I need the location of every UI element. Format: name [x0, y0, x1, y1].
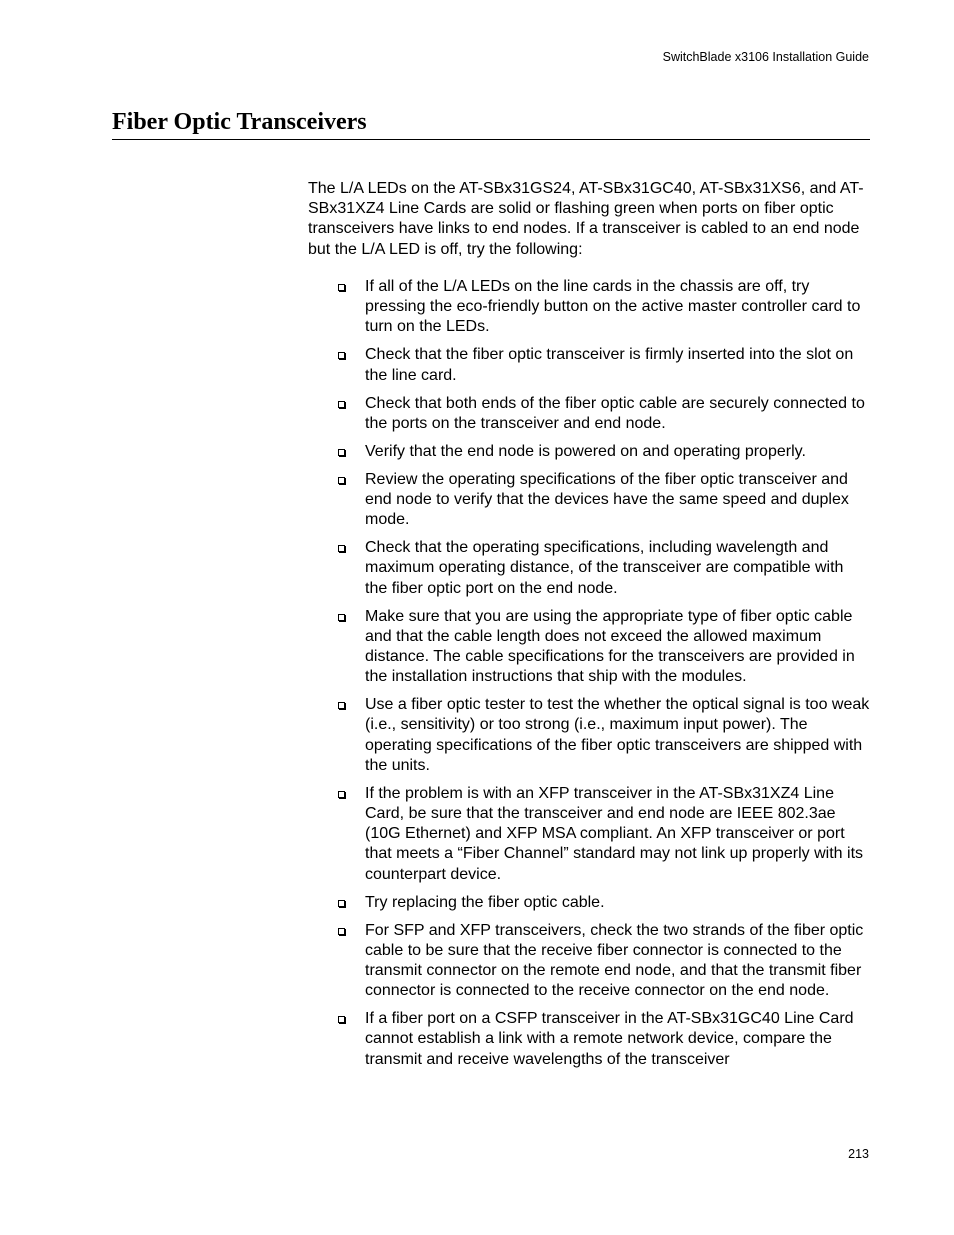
list-item — [308, 695, 870, 776]
list-item-text: Try replacing the fiber optic cable. — [365, 893, 605, 911]
troubleshooting-list — [308, 277, 870, 1078]
checkbox-bullet-icon — [338, 477, 345, 484]
checkbox-bullet-icon — [338, 1016, 345, 1023]
list-item — [308, 893, 870, 913]
list-item-text: For SFP and XFP transceivers, check the two strands of the fiber optic cable to be sure that the receive fiber connector is connected to the transmit connector on the remote end node, and that the transmit fiber connector is connected to the receive connector on the end node. — [365, 921, 864, 1000]
checkbox-bullet-icon — [338, 352, 345, 359]
checkbox-bullet-icon — [338, 545, 345, 552]
list-item — [308, 442, 870, 462]
list-item — [308, 277, 870, 338]
checkbox-bullet-icon — [338, 614, 345, 621]
list-item-text: Use a fiber optic tester to test the whether the optical signal is too weak (i.e., sensitivity) or too strong (i.e., maximum input power). The operating specifications of the fiber optic transceivers are shipped with the units. — [365, 696, 870, 774]
checkbox-bullet-icon — [338, 928, 345, 935]
checkbox-bullet-icon — [338, 401, 345, 408]
checkbox-bullet-icon — [338, 284, 345, 291]
list-item-text: Check that the fiber optic transceiver is firmly inserted into the slot on the line card. — [365, 346, 854, 384]
list-item — [308, 470, 870, 531]
list-item-text: Make sure that you are using the appropriate type of fiber optic cable and that the cable length does not exceed the allowed maximum distance. The cable specifications for the transceivers are provided in the installation instructions that ship with the modules. — [365, 607, 855, 686]
list-item-text: If all of the L/A LEDs on the line cards in the chassis are off, try pressing the eco-friendly button on the active master controller card to turn on the LEDs. — [365, 278, 861, 336]
checkbox-bullet-icon — [338, 449, 345, 456]
section-title: Fiber Optic Transceivers — [112, 109, 367, 135]
checkbox-bullet-icon — [338, 702, 345, 709]
list-item — [308, 921, 870, 1002]
list-item-text: If a fiber port on a CSFP transceiver in the AT-SBx31GC40 Line Card cannot establish a link with a remote network device, compare the transmit and receive wavelengths of the transceiver — [365, 1010, 854, 1068]
list-item-text: Check that the operating specifications, including wavelength and maximum operating distance, of the transceiver are compatible with the fiber optic port on the end node. — [365, 539, 844, 597]
list-item-text: If the problem is with an XFP transceiver in the AT-SBx31XZ4 Line Card, be sure that the transceiver and end node are IEEE 802.3ae (10G Ethernet) and XFP MSA compliant. An XFP transceiver or port that meets a “Fiber Channel” standard may not link up properly with its counterpart device. — [365, 784, 864, 883]
intro-paragraph: The L/A LEDs on the AT-SBx31GS24, AT-SBx31GC40, AT-SBx31XS6, and AT-SBx31XZ4 Line Cards are solid or flashing green when ports on fiber optic transceivers have links to end nodes. If a transceiver is cabled to an end node but the L/A LED is off, try the following: — [308, 180, 864, 258]
list-item-text: Check that both ends of the fiber optic cable are securely connected to the ports on the transceiver and end node. — [365, 394, 865, 432]
list-item — [308, 784, 870, 885]
list-item — [308, 394, 870, 434]
checkbox-bullet-icon — [338, 900, 345, 907]
list-item — [308, 607, 870, 688]
list-item — [308, 1009, 870, 1070]
list-item — [308, 345, 870, 385]
title-rule — [112, 139, 870, 140]
running-header: SwitchBlade x3106 Installation Guide — [662, 50, 869, 64]
checkbox-bullet-icon — [338, 791, 345, 798]
list-item — [308, 538, 870, 599]
list-item-text: Verify that the end node is powered on and operating properly. — [365, 442, 806, 460]
page-number: 213 — [848, 1147, 869, 1161]
list-item-text: Review the operating specifications of the fiber optic transceiver and end node to verify that the devices have the same speed and duplex mode. — [365, 470, 849, 529]
